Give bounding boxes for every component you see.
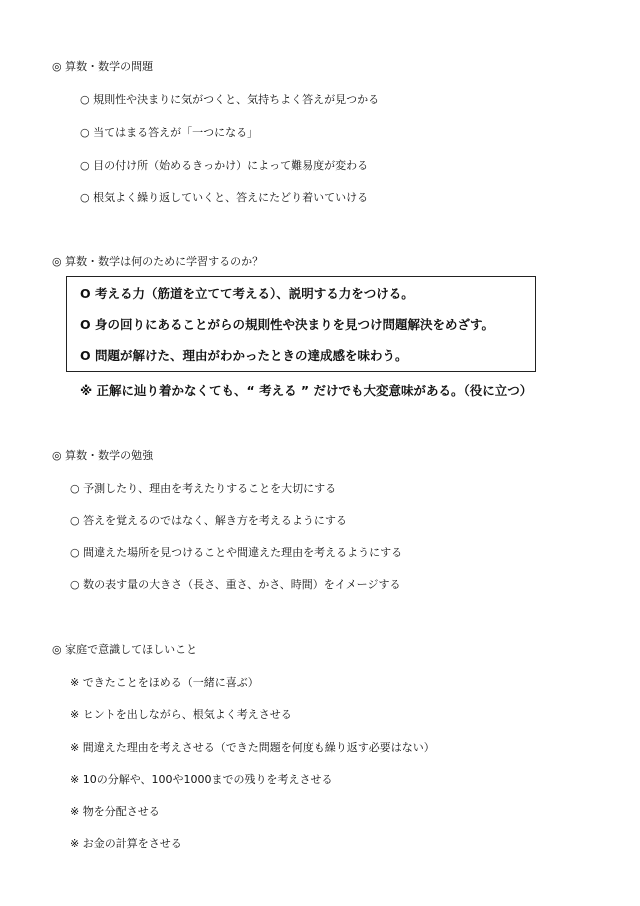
section-3-item: ○ 答えを覚えるのではなく、解き方を考えるようにする xyxy=(70,514,347,527)
section-3-title: ◎ 算数・数学の勉強 xyxy=(52,449,154,462)
section-2-note: ※ 正解に辿り着かなくても、“ 考える ” だけでも大変意味がある。（役に立つ） xyxy=(80,383,533,398)
section-4-title: ◎ 家庭で意識してほしいこと xyxy=(52,643,198,656)
section-1-item: ○ 当てはまる答えが「一つになる」 xyxy=(80,126,259,139)
section-1-item: ○ 規則性や決まりに気がつくと、気持ちよく答えが見つかる xyxy=(80,93,380,106)
key-points-box xyxy=(66,276,536,372)
section-4-item: ※ ヒントを出しながら、根気よく考えさせる xyxy=(70,708,292,721)
section-3-item: ○ 予測したり、理由を考えたりすることを大切にする xyxy=(70,482,337,495)
section-4-item: ※ 10の分解や、100や1000までの残りを考えさせる xyxy=(70,773,333,786)
section-3-item: ○ 数の表す量の大きさ（長さ、重さ、かさ、時間）をイメージする xyxy=(70,578,401,591)
section-1-item: ○ 根気よく繰り返していくと、答えにたどり着いていける xyxy=(80,191,369,204)
section-4-item: ※ できたことをほめる（一緒に喜ぶ） xyxy=(70,676,259,689)
section-3-item: ○ 間違えた場所を見つけることや間違えた理由を考えるようにする xyxy=(70,546,403,559)
section-1-title: ◎ 算数・数学の問題 xyxy=(52,60,154,73)
section-4-item: ※ お金の計算をさせる xyxy=(70,837,182,850)
box-item: O 考える力（筋道を立てて考える）、説明する力をつける。 xyxy=(80,286,414,301)
section-4-item: ※ 物を分配させる xyxy=(70,805,160,818)
section-2-title: ◎ 算数・数学は何のために学習するのか？ xyxy=(52,255,264,268)
box-item: O 身の回りにあることがらの規則性や決まりを見つけ問題解決をめざす。 xyxy=(80,317,494,332)
section-1-item: ○ 目の付け所（始めるきっかけ）によって難易度が変わる xyxy=(80,159,369,172)
section-4-item: ※ 間違えた理由を考えさせる（できた問題を何度も繰り返す必要はない） xyxy=(70,741,435,754)
box-item: O 問題が解けた、理由がわかったときの達成感を味わう。 xyxy=(80,348,408,363)
